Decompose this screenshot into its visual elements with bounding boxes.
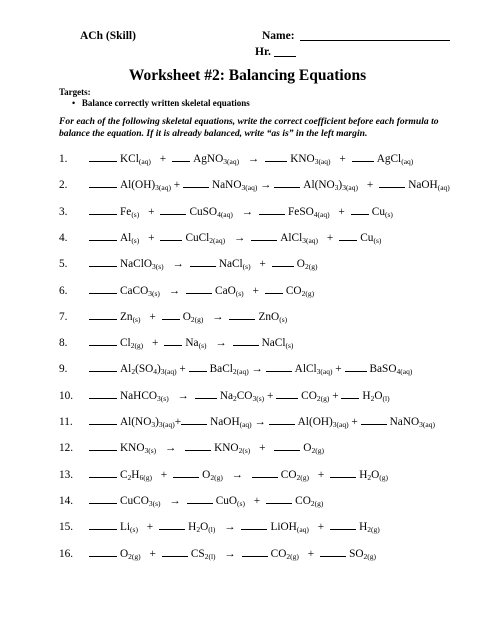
equation-number: 10. [59,389,74,402]
course-label: ACh (Skill) [80,30,136,42]
equation-number: 14. [59,494,74,507]
coefficient-blank[interactable] [162,310,180,320]
coefficient-blank[interactable] [189,362,207,372]
equation-text: $Li_{(s)} + H_2O_{(l)}$ → LiOH$_{(aq)}$ + $H_{2(g)}$ [89,521,380,533]
hr-field[interactable] [274,43,296,57]
bullet-icon: • [72,98,76,108]
coefficient-blank[interactable] [361,415,387,425]
coefficient-blank[interactable] [352,152,374,162]
equation-row [59,152,413,166]
equation-text: $C_2H_{6(g)} + O_{2(g)} \to CO_{2(g)} + H_2O_{(g)}$ [89,469,388,481]
equation-number: 8. [59,337,68,350]
coefficient-blank[interactable] [89,284,117,294]
coefficient-blank[interactable] [160,231,182,241]
coefficient-blank[interactable] [233,336,259,346]
equation-number: 4. [59,231,68,244]
coefficient-blank[interactable] [259,205,285,215]
equation-row [59,547,376,561]
coefficient-blank[interactable] [89,336,117,346]
coefficient-blank[interactable] [183,178,209,188]
coefficient-blank[interactable] [330,468,356,478]
equation-row [59,284,314,298]
equation-number: 2. [59,179,68,192]
coefficient-blank[interactable] [266,362,292,372]
equation-number: 7. [59,310,68,323]
coefficient-blank[interactable] [345,362,367,372]
hr-label: Hr. [255,46,271,58]
coefficient-blank[interactable] [330,520,356,530]
coefficient-blank[interactable] [190,257,216,267]
equation-text: $Al_{(s)}$ + CuCl$_{2(aq)}$ → AlCl$_{3(aq)}$ + $Cu_{(s)}$ [89,232,381,244]
coefficient-blank[interactable] [229,310,255,320]
equation-text: $Fe_{(s)}$ + CuSO$_{4(aq)}$ → FeSO$_{4(aq)}$ + $Cu_{(s)}$ [89,206,393,218]
coefficient-blank[interactable] [351,205,369,215]
equation-text: $Cl_{2(g)} + Na_{(s)}$ → NaCl$_{(s)}$ [89,337,293,349]
coefficient-blank[interactable] [242,547,268,557]
equation-number: 9. [59,363,68,376]
equation-text: $Al(NO_3)_{3(aq)}+$ NaOH$_{(aq)}$ → $Al(OH)_{3(aq)}$ + NaNO$_{3(aq)}$ [89,416,435,428]
coefficient-blank[interactable] [89,178,117,188]
equation-text: NaClO$_{3(s)}$ → NaCl$_{(s)}$ + $O_{2(g)}$ [89,258,317,270]
equation-row [59,362,412,376]
coefficient-blank[interactable] [379,178,405,188]
coefficient-blank[interactable] [341,389,359,399]
equation-row [59,178,450,192]
coefficient-blank[interactable] [272,257,294,267]
equation-row [59,415,435,429]
coefficient-blank[interactable] [265,152,287,162]
equation-text: $Al_2(SO_4)_{3(aq)}$ + BaCl$_{2(aq)}$ → AlCl$_{3(aq)}$ + BaSO$_{4(aq)}$ [89,363,412,375]
equation-number: 15. [59,521,74,534]
coefficient-blank[interactable] [241,520,267,530]
equation-text: $KNO_{3(s)} \to KNO_{2(s)} + O_{2(g)}$ [89,442,324,454]
equation-row [59,494,323,508]
coefficient-blank[interactable] [269,415,295,425]
equation-row [59,205,393,219]
coefficient-blank[interactable] [159,520,185,530]
equation-number: 3. [59,205,68,218]
coefficient-blank[interactable] [185,441,211,451]
targets-label: Targets: [59,87,91,97]
coefficient-blank[interactable] [162,547,188,557]
coefficient-blank[interactable] [195,389,217,399]
equation-number: 11. [59,416,73,428]
equation-number: 5. [59,258,68,271]
equation-row [59,336,293,350]
coefficient-blank[interactable] [89,520,117,530]
equation-text: CuCO$_{3(s)}$ → $CuO_{(s)} + CO_{2(g)}$ [89,495,323,507]
coefficient-blank[interactable] [89,310,117,320]
equation-text: $Al(OH)_{3(aq)}$ + NaNO$_{3(aq)}$ → $Al(NO_3)_{3(aq)}$ + NaOH$_{(aq)}$ [89,179,450,191]
coefficient-blank[interactable] [173,468,199,478]
coefficient-blank[interactable] [89,231,117,241]
coefficient-blank[interactable] [89,468,117,478]
equation-number: 13. [59,468,74,481]
coefficient-blank[interactable] [172,152,190,162]
equation-row [59,468,388,482]
coefficient-blank[interactable] [89,362,117,372]
coefficient-blank[interactable] [274,178,300,188]
equation-text: KCl$_{(aq)}$ + AgNO$_{3(aq)}$ → $KNO_{3(aq)}$ + AgCl$_{(aq)}$ [89,153,413,165]
equation-number: 1. [59,153,68,165]
name-label: Name: [262,30,295,42]
coefficient-blank[interactable] [89,205,117,215]
equation-text: CaCO$_{3(s)}$ → $CaO_{(s)} + CO_{2(g)}$ [89,285,314,297]
coefficient-blank[interactable] [89,257,117,267]
target-item [72,98,250,108]
coefficient-blank[interactable] [266,494,292,504]
coefficient-blank[interactable] [339,231,357,241]
equation-number: 12. [59,442,74,455]
equation-text: $Zn_{(s)} + O_{2(g)} \to ZnO_{(s)}$ [89,311,287,323]
coefficient-blank[interactable] [89,389,117,399]
coefficient-blank[interactable] [265,284,283,294]
target-item-text: Balance correctly written skeletal equations [81,98,250,108]
coefficient-blank[interactable] [320,547,346,557]
coefficient-blank[interactable] [160,205,186,215]
equation-row [59,520,380,534]
coefficient-blank[interactable] [186,284,212,294]
coefficient-blank[interactable] [89,494,117,504]
coefficient-blank[interactable] [274,441,300,451]
coefficient-blank[interactable] [164,336,182,346]
equation-row [59,231,381,245]
equation-number: 16. [59,547,74,560]
coefficient-blank[interactable] [89,441,117,451]
equation-number: 6. [59,284,68,297]
equation-text: NaHCO$_{3(s)}$ → $Na_2CO_{3(s)} + CO_{2(g)} + H_2O_{(l)}$ [89,390,390,402]
coefficient-blank[interactable] [187,494,213,504]
equation-text: $O_{2(g)} + CS_{2(l)} \to CO_{2(g)} + SO_{2(g)}$ [89,548,376,560]
coefficient-blank[interactable] [89,152,117,162]
equation-row [59,441,324,455]
page-title: Worksheet #2: Balancing Equations [128,67,367,84]
name-field[interactable] [300,27,450,41]
equation-row [59,389,390,403]
coefficient-blank[interactable] [89,547,117,557]
coefficient-blank[interactable] [251,231,277,241]
equation-row [59,310,287,324]
coefficient-blank[interactable] [89,415,117,425]
coefficient-blank[interactable] [276,389,298,399]
coefficient-blank[interactable] [181,415,207,425]
equation-row [59,257,317,271]
instructions: For each of the following skeletal equations, write the correct coefficient before each formula to balance the equation. If it is already balanced, write “as is” in the left margin. [59,116,439,139]
coefficient-blank[interactable] [252,468,278,478]
